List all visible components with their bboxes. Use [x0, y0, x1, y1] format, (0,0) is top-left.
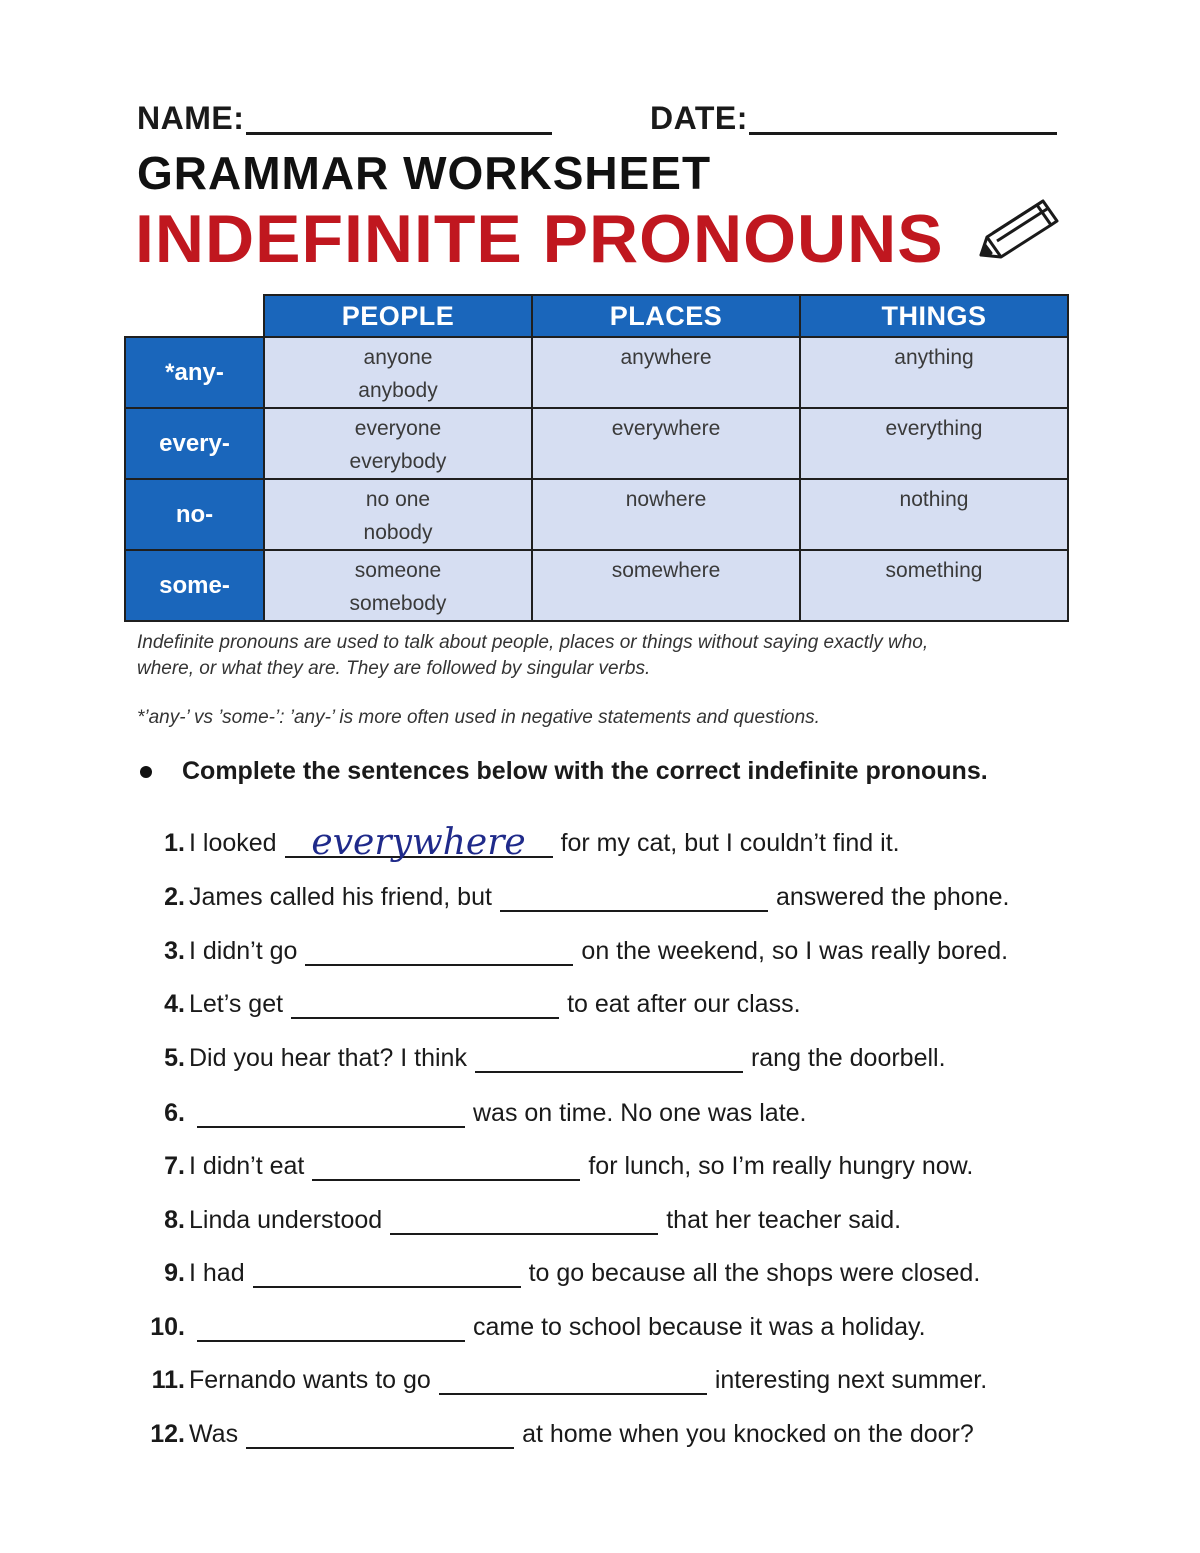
sentence-start: Fernando wants to go	[189, 1366, 431, 1394]
sentence-start: Let’s get	[189, 990, 284, 1018]
exercise-row	[137, 1413, 974, 1449]
answer-blank[interactable]	[390, 1207, 658, 1235]
exercise-number: 3.	[164, 937, 185, 965]
sentence-end: came to school because it was a holiday.	[473, 1313, 926, 1341]
exercise-number: 11.	[151, 1366, 185, 1394]
pronoun: anyone	[363, 346, 433, 369]
definition-line: Indefinite pronouns are used to talk about people, places or things without saying exactly who,	[137, 632, 929, 653]
table-row	[125, 337, 1068, 408]
sentence-start: I looked	[189, 829, 277, 857]
sentence-end: at home when you knocked on the door?	[522, 1420, 974, 1448]
cell-people	[264, 408, 532, 479]
exercise-row	[137, 822, 900, 863]
exercise-row	[137, 1145, 973, 1181]
date-field[interactable]	[749, 132, 1057, 135]
pronoun: anybody	[358, 379, 438, 402]
cell-places: nowhere	[532, 479, 800, 550]
name-field[interactable]	[246, 132, 552, 135]
column-header-people: PEOPLE	[264, 295, 532, 337]
sentence-end: for my cat, but I couldn’t find it.	[560, 829, 900, 857]
row-header-no: no-	[125, 479, 264, 550]
sentence-start: Linda understood	[189, 1206, 383, 1234]
instruction-text: Complete the sentences below with the correct indefinite pronouns.	[182, 757, 988, 785]
sentence-end: interesting next summer.	[714, 1366, 988, 1394]
sentence-end: on the weekend, so I was really bored.	[581, 937, 1009, 965]
answer-blank[interactable]	[475, 1045, 743, 1073]
row-header-some: some-	[125, 550, 264, 621]
worksheet-title: GRAMMAR WORKSHEET	[137, 147, 712, 199]
exercise-number: 12.	[150, 1420, 185, 1448]
exercise-number: 1.	[164, 829, 185, 857]
pronoun: someone	[354, 559, 442, 582]
exercise-number: 9.	[164, 1259, 185, 1287]
exercise-row	[137, 1092, 807, 1128]
cell-things: anything	[800, 337, 1068, 408]
exercise-number: 2.	[164, 883, 185, 911]
exercise-row	[137, 1306, 926, 1342]
page-title: INDEFINITE PRONOUNS	[135, 201, 944, 277]
answer-blank[interactable]	[291, 991, 559, 1019]
answer-blank[interactable]	[500, 884, 768, 912]
sentence-start: I had	[189, 1259, 245, 1287]
sentence-start: I didn’t eat	[189, 1152, 305, 1180]
sentence-end: for lunch, so I’m really hungry now.	[588, 1152, 974, 1180]
cell-people	[264, 479, 532, 550]
sentence-end: that her teacher said.	[666, 1206, 902, 1234]
sentence-start: Was	[189, 1420, 239, 1448]
cell-people	[264, 337, 532, 408]
exercise-row	[137, 983, 801, 1019]
sentence-start: James called his friend, but	[189, 883, 492, 911]
table-corner	[125, 295, 264, 337]
exercise-number: 6.	[164, 1099, 185, 1127]
definition-line: where, or what they are. They are followed by singular verbs.	[137, 658, 651, 679]
sentence-end: answered the phone.	[775, 883, 1010, 911]
sentence-end: to eat after our class.	[567, 990, 801, 1018]
exercise-number: 10.	[150, 1313, 185, 1341]
sentence-start: I didn’t go	[189, 937, 298, 965]
sentence-start: Did you hear that? I think	[189, 1044, 467, 1072]
any-vs-some-note: *’any-’ vs ’some-’: ’any-’ is more often used in negative statements and questions.	[137, 707, 820, 728]
cell-places: anywhere	[532, 337, 800, 408]
table-row	[125, 550, 1068, 621]
exercise-number: 7.	[164, 1152, 185, 1180]
pronoun-table	[124, 294, 1069, 622]
cell-places: somewhere	[532, 550, 800, 621]
exercise-row	[137, 1359, 987, 1395]
cell-things: everything	[800, 408, 1068, 479]
answer-blank[interactable]	[312, 1153, 580, 1181]
exercise-number: 4.	[164, 990, 185, 1018]
exercise-number: 8.	[164, 1206, 185, 1234]
pronoun: somebody	[349, 592, 447, 615]
exercise-row	[137, 1199, 901, 1235]
answer-blank[interactable]: everywhere	[285, 830, 553, 858]
pronoun: nobody	[363, 521, 433, 544]
pronoun: no one	[365, 488, 431, 511]
column-header-places: PLACES	[532, 295, 800, 337]
answer-blank[interactable]	[253, 1260, 521, 1288]
answer-blank[interactable]	[197, 1100, 465, 1128]
table-row	[125, 408, 1068, 479]
cell-places: everywhere	[532, 408, 800, 479]
definition-note	[137, 630, 928, 682]
name-label: NAME:	[137, 100, 245, 136]
bullet-icon	[140, 766, 152, 778]
pencil-icon	[975, 197, 1059, 263]
sentence-end: was on time. No one was late.	[473, 1099, 807, 1127]
table-row	[125, 479, 1068, 550]
pronoun: everyone	[354, 417, 442, 440]
exercise-row	[137, 1037, 946, 1073]
sentence-end: rang the doorbell.	[750, 1044, 946, 1072]
sentence-end: to go because all the shops were closed.	[528, 1259, 981, 1287]
answer-blank[interactable]	[305, 938, 573, 966]
exercise-row	[137, 930, 1008, 966]
column-header-things: THINGS	[800, 295, 1068, 337]
row-header-every: every-	[125, 408, 264, 479]
row-header-any: *any-	[125, 337, 264, 408]
answer-blank[interactable]	[439, 1367, 707, 1395]
cell-people	[264, 550, 532, 621]
answer-blank[interactable]	[197, 1314, 465, 1342]
cell-things: nothing	[800, 479, 1068, 550]
date-label: DATE:	[650, 100, 748, 136]
exercise-row	[137, 876, 1009, 912]
pronoun: everybody	[349, 450, 447, 473]
cell-things: something	[800, 550, 1068, 621]
exercise-number: 5.	[164, 1044, 185, 1072]
exercise-row	[137, 1252, 980, 1288]
answer-blank[interactable]	[246, 1421, 514, 1449]
